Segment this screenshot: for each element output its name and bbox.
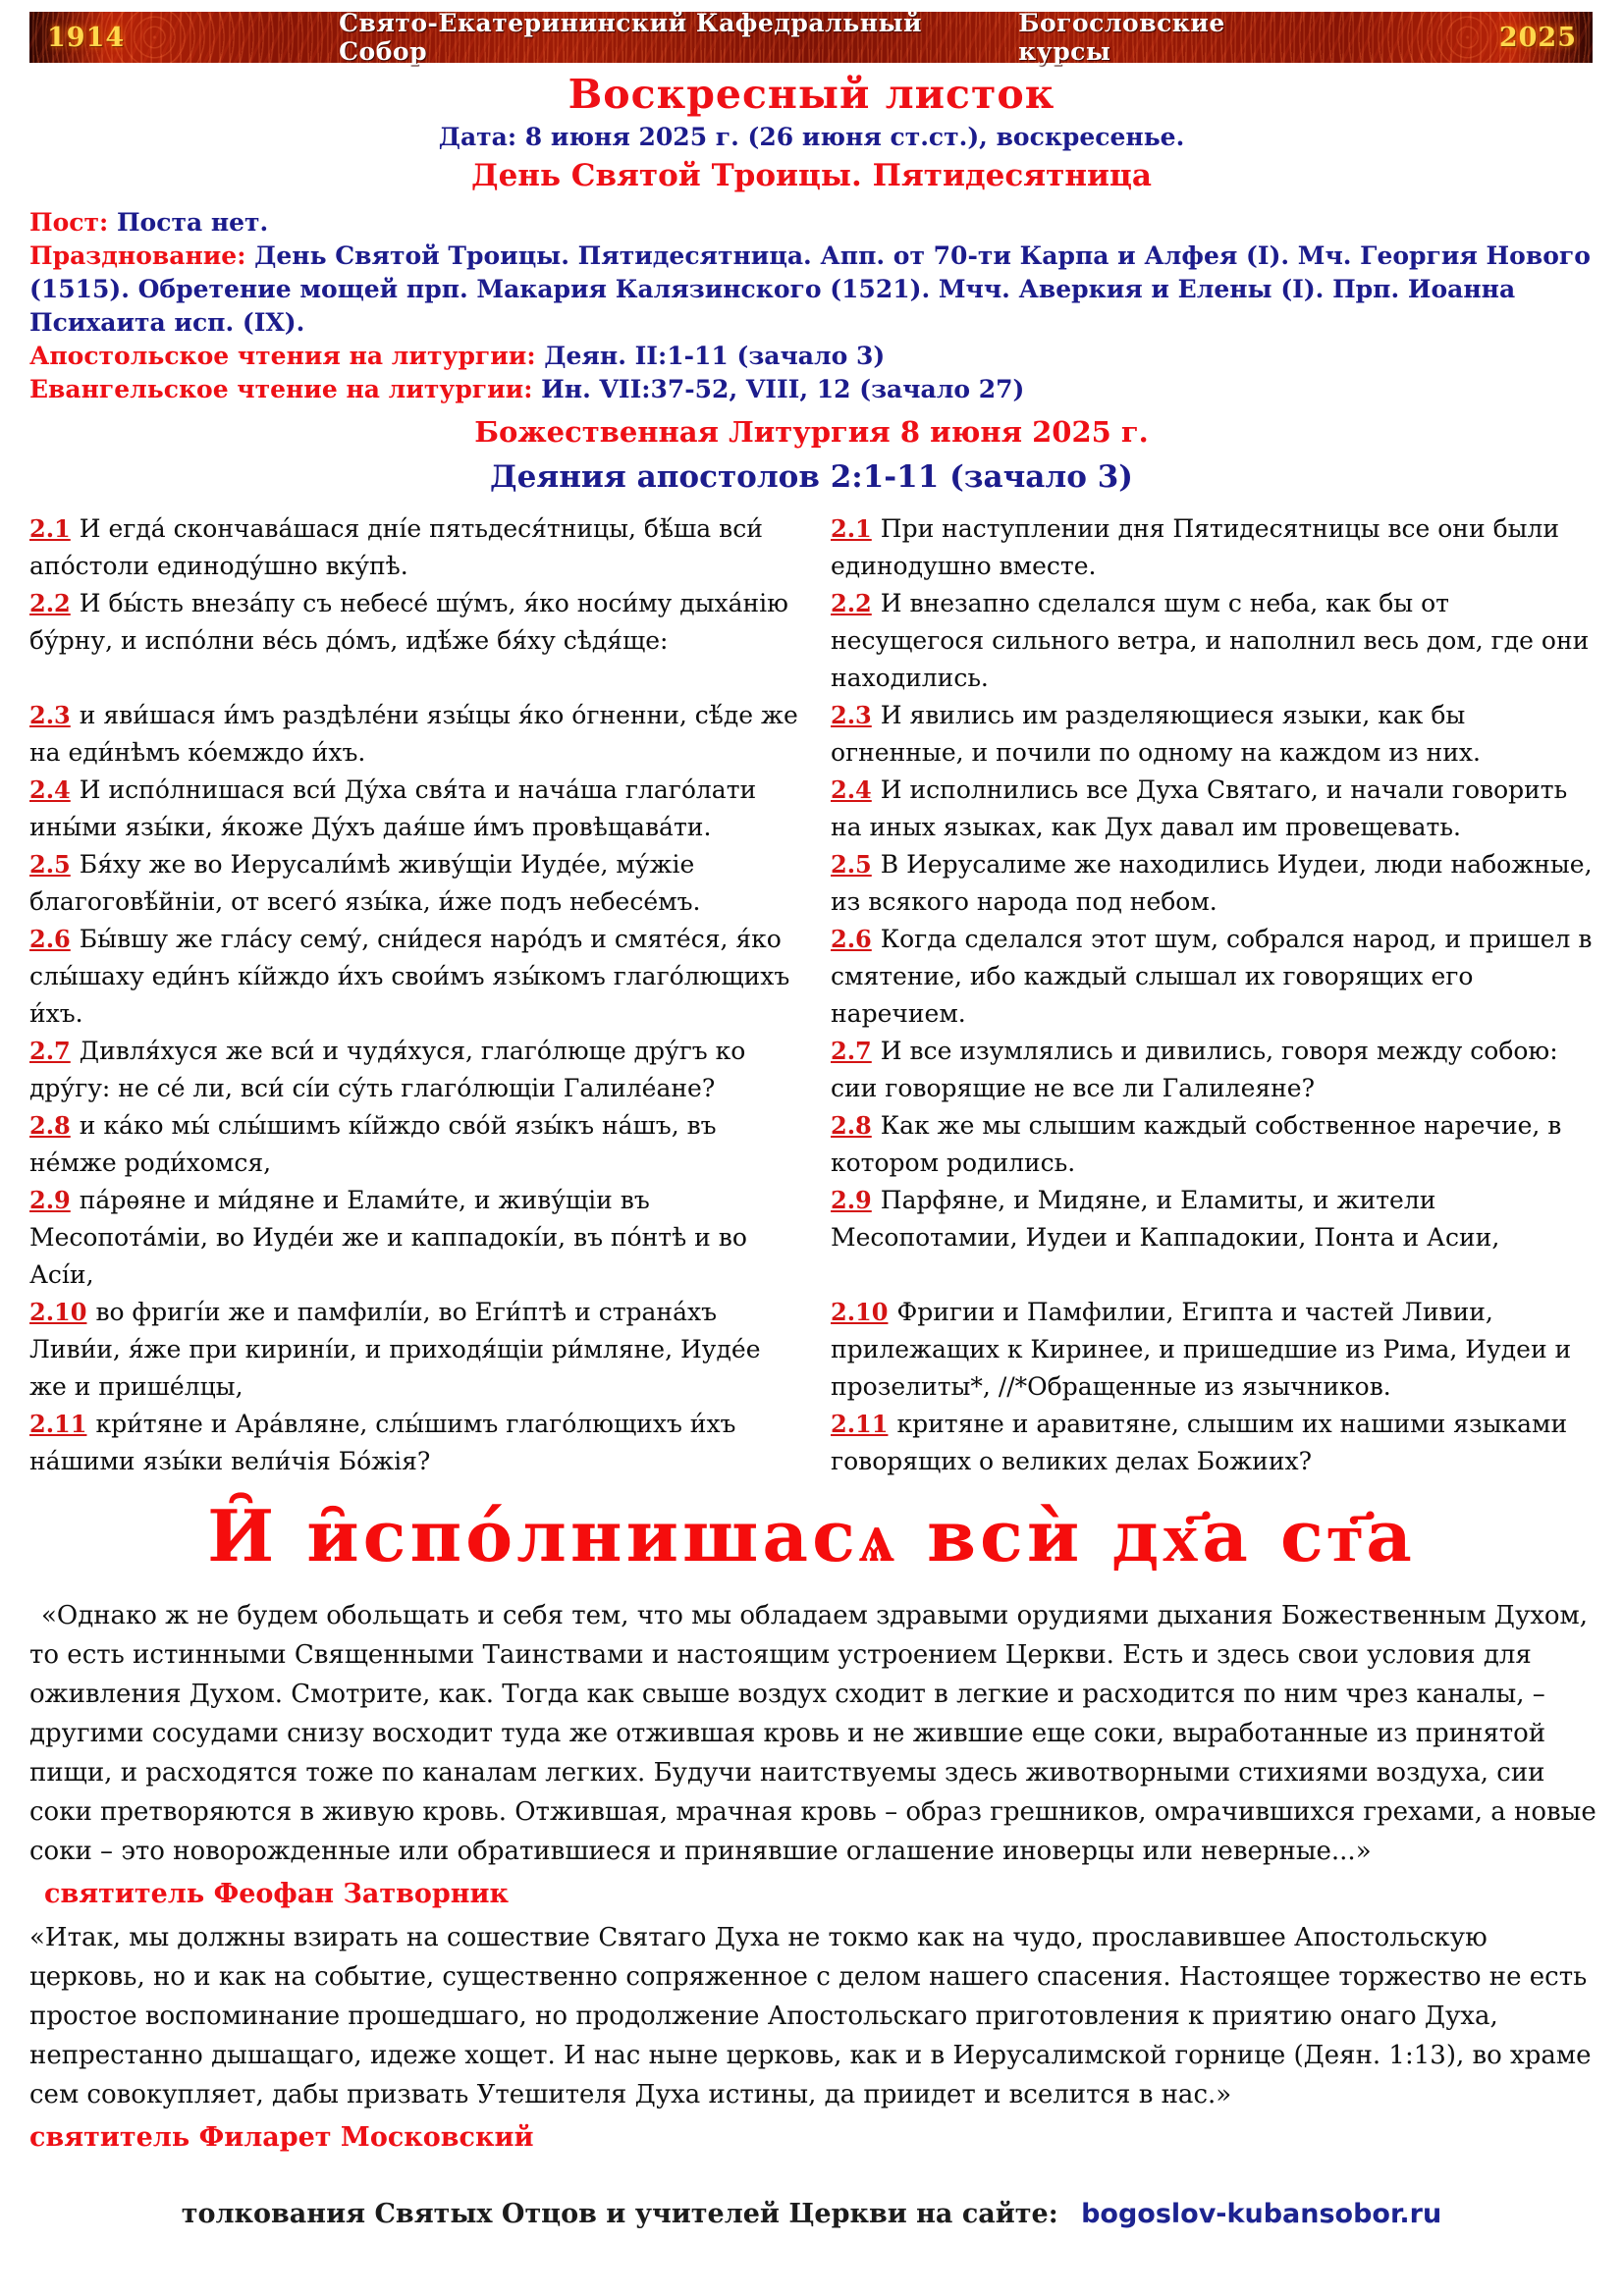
verse-number-link[interactable]: 2.8 — [831, 1111, 872, 1140]
fast-line — [29, 206, 1598, 240]
verse-number-link[interactable]: 2.6 — [831, 925, 872, 953]
verse-text-ru: И внезапно сделался шум с неба, как бы от несущегося сильного ветра, и наполнил весь дом, где они находились. — [831, 589, 1590, 692]
verse-text-ru: И исполнились все Духа Святаго, и начали говорить на иных языках, как Дух давал им провещевать. — [831, 775, 1568, 841]
verse-text-ru: И все изумлялись и дивились, говоря между собою: сии говорящие не все ли Галилеяне? — [831, 1037, 1558, 1102]
header-year-right: 2025 — [1498, 22, 1577, 53]
quote-theophan: «Однако ж не будем обольщать и себя тем, что мы обладаем здравыми орудиями дыхания Божественным Духом, то есть истинными Священными Таинствами и настоящим устроением Церкви. Есть и здесь свои условия для оживления Духом. Смотрите, как. Тогда как свыше воздух сходит в легкие и расходится по ним чрез каналы, – другими сосудами снизу восходит туда же отжившая кровь и не жившие еще соки, выработанные из принятой пищи, и расходятся тоже по каналам легких. Будучи наитствуемы здесь животворными стихиями воздуха, сии соки претворяются в живую кровь. Отжившая, мрачная кровь – образ грешников, омрачившихся грехами, а новые соки – это новорожденные или обратившиеся и принявшие оглашение иноверцы или неверные...» — [29, 1601, 1596, 1866]
header-year-left: 1914 — [47, 22, 126, 53]
apostle-reading-line — [29, 340, 1598, 373]
verse-number-link[interactable]: 2.5 — [29, 850, 71, 879]
verse-number-link[interactable]: 2.3 — [831, 701, 872, 729]
verse-text-cs: Бя́ху же во Иерусали́мѣ живу́щіи Иуде́е, му́жіе благоговѣ́йніи, от всего́ язы́ка, и́же подъ небесе́мъ. — [29, 850, 701, 916]
verse-text-cs: И испо́лнишася вси́ Ду́ха свя́та и нача́ша глаго́лати ины́ми язы́ки, я́коже Ду́хъ дая́ше и́мъ провѣщава́ти. — [29, 775, 757, 841]
verse-text-cs: па́рѳяне и ми́дяне и Елами́те, и живу́щіи въ Месопота́міи, во Иуде́и же и каппадокі́и, въ по́нтѣ и во Асі́и, — [29, 1186, 747, 1289]
verse-number-link[interactable]: 2.3 — [29, 701, 71, 729]
verse-text-ru: Парфяне, и Мидяне, и Еламиты, и жители Месопотамии, Иудеи и Каппадокии, Понта и Асии, — [831, 1186, 1500, 1252]
verse-cs — [29, 585, 799, 697]
verse-cs — [29, 1033, 799, 1107]
verse-ru — [831, 1107, 1600, 1182]
verse-text-ru: При наступлении дня Пятидесятницы все они были единодушно вместе. — [831, 514, 1560, 580]
verse-text-cs: И егда́ скончава́шася дні́е пятьдеся́тницы, бѣ́ша вси́ апо́столи единоду́шно вку́пѣ. — [29, 514, 763, 580]
date-line: Дата: 8 июня 2025 г. (26 июня ст.ст.), воскресенье. — [438, 123, 1185, 151]
verse-ru — [831, 846, 1600, 921]
verse-number-link[interactable]: 2.5 — [831, 850, 872, 879]
verse-number-link[interactable]: 2.2 — [29, 589, 71, 617]
feast-title: День Святой Троицы. Пятидесятница — [471, 158, 1152, 193]
verse-text-cs: и яви́шася и́мъ раздѣле́ни язы́цы я́ко о́гненни, сѣ́де же на еди́нѣмъ ко́емждо и́хъ. — [29, 701, 798, 767]
verse-cs — [29, 1182, 799, 1294]
acts-heading: Деяния апостолов 2:1-11 (зачало 3) — [490, 459, 1133, 495]
verse-ru — [831, 585, 1600, 697]
verse-text-ru: И явились им разделяющиеся языки, как бы огненные, и почили по одному на каждом из них. — [831, 701, 1481, 767]
footer-label: толкования Святых Отцов и учителей Церкви на сайте: — [181, 2199, 1058, 2229]
verse-text-cs: кри́тяне и Ара́вляне, слы́шимъ глаго́лющихъ и́хъ на́шими язы́ки вели́чія Бо́жія? — [29, 1410, 736, 1475]
verse-text-ru: критяне и аравитяне, слышим их нашими языками говорящих о великих делах Божиих? — [831, 1410, 1568, 1475]
quote-philaret: «Итак, мы должны взирать на сошествие Святаго Духа не токмо как на чудо, прославившее Апостольскую церковь, но и как на событие, существенно сопряженное с делом нашего спасения. Настоящее торжество не есть простое воспоминание прошедшаго, но продолжение Апостольскаго приготовления к приятию онаго Духа, непрестанно дышащаго, идеже хощет. И нас ныне церковь, как и в Иерусалимской горнице (Деян. 1:13), во храме сем совокупляет, дабы призвать Утешителя Духа истины, да приидет и вселится в нас.» — [29, 1923, 1592, 2109]
verse-cs — [29, 1406, 799, 1480]
verse-cs — [29, 921, 799, 1033]
verse-number-link[interactable]: 2.11 — [831, 1410, 889, 1438]
verse-text-cs: и ка́ко мы́ слы́шимъ кі́йждо сво́й язы́къ на́шъ, въ не́мже роди́хомся, — [29, 1111, 717, 1177]
verse-cs — [29, 1107, 799, 1182]
fast-value: Поста нет. — [116, 208, 269, 237]
footer-line — [0, 2199, 1623, 2229]
verse-cs — [29, 846, 799, 921]
verse-cs — [29, 697, 799, 772]
verse-number-link[interactable]: 2.10 — [29, 1298, 87, 1326]
verse-number-link[interactable]: 2.2 — [831, 589, 872, 617]
verse-number-link[interactable]: 2.4 — [29, 775, 71, 804]
verse-cs — [29, 772, 799, 846]
gospel-reading-value: Ин. VII:37-52, VIII, 12 (зачало 27) — [541, 375, 1025, 403]
footer-site-link[interactable]: bogoslov-kubansobor.ru — [1081, 2199, 1442, 2229]
slavonic-banner-text: И̑ и̑спо́лнишасѧ всѝ дх҃а ст҃а — [207, 1494, 1416, 1577]
verse-text-cs: Бы́вшу же гла́су сему́, сни́деся наро́дъ и смяте́ся, я́ко слы́шаху еди́нъ кі́йждо и́хъ свои́мъ язы́комъ глаго́лющихъ и́хъ. — [29, 925, 790, 1028]
verse-ru — [831, 510, 1600, 585]
verse-cs — [29, 1294, 799, 1406]
gospel-reading-line — [29, 373, 1598, 406]
page-title: Воскресный листок — [568, 71, 1055, 118]
verse-number-link[interactable]: 2.6 — [29, 925, 71, 953]
verse-ru — [831, 1406, 1600, 1480]
acts-verses-table — [29, 510, 1600, 1480]
verse-number-link[interactable]: 2.1 — [29, 514, 71, 543]
gospel-reading-label: Евангельское чтение на литургии: — [29, 375, 533, 403]
verse-number-link[interactable]: 2.7 — [831, 1037, 872, 1065]
verse-number-link[interactable]: 2.9 — [29, 1186, 71, 1214]
verse-text-ru: Как же мы слышим каждый собственное наречие, в котором родились. — [831, 1111, 1562, 1177]
verse-text-cs: И бы́сть внеза́пу съ небесе́ шу́мъ, я́ко носи́му дыха́нію бу́рну, и испо́лни ве́сь до́мъ, идѣ́же бя́ху сѣдя́ще: — [29, 589, 788, 655]
celebration-line — [29, 240, 1598, 340]
verse-number-link[interactable]: 2.7 — [29, 1037, 71, 1065]
verse-text-ru: Когда сделался этот шум, собрался народ, и пришел в смятение, ибо каждый слышал их говорящих его наречием. — [831, 925, 1593, 1028]
verse-number-link[interactable]: 2.10 — [831, 1298, 889, 1326]
verse-number-link[interactable]: 2.9 — [831, 1186, 872, 1214]
quote-author-philaret: святитель Филарет Московский — [29, 2122, 534, 2153]
verse-ru — [831, 697, 1600, 772]
header-cathedral-title: Свято-Екатерининский Кафедральный Собор — [339, 9, 923, 66]
verse-ru — [831, 921, 1600, 1033]
verse-ru — [831, 1182, 1600, 1294]
quote-author-theophan: святитель Феофан Затворник — [44, 1879, 510, 1909]
celebration-label: Празднование: — [29, 241, 246, 270]
service-info-block — [29, 206, 1598, 406]
verse-text-ru: В Иерусалиме же находились Иудеи, люди набожные, из всякого народа под небом. — [831, 850, 1593, 916]
verse-ru — [831, 1294, 1600, 1406]
verse-ru — [831, 1033, 1600, 1107]
header-ornament-bar — [29, 9, 1593, 66]
fast-label: Пост: — [29, 208, 109, 237]
verse-text-cs: во фригі́и же и памфилі́и, во Еги́птѣ и страна́хъ Ливи́и, я́же при кирині́и, и приходя́щіи ри́мляне, Иуде́е же и прише́лцы, — [29, 1298, 761, 1401]
header-courses-title: Богословские курсы — [1018, 9, 1225, 66]
verse-number-link[interactable]: 2.11 — [29, 1410, 87, 1438]
celebration-value: День Святой Троицы. Пятидесятница. Апп. от 70-ти Карпа и Алфея (I). Мч. Георгия Нового (1515). Обретение мощей прп. Макария Калязинского (1521). Мчч. Аверкия и Елены (I). Прп. Иоанна Психаита исп. (IX). — [29, 241, 1591, 337]
verse-number-link[interactable]: 2.8 — [29, 1111, 71, 1140]
apostle-reading-label: Апостольское чтения на литургии: — [29, 342, 536, 370]
verse-text-ru: Фригии и Памфилии, Египта и частей Ливии, прилежащих к Киринее, и пришедшие из Рима, Иудеи и прозелиты*, //*Обращенные из язычников. — [831, 1298, 1572, 1401]
verse-text-cs: Дивля́хуся же вси́ и чудя́хуся, глаго́люще дру́гъ ко дру́гу: не се́ ли, вси́ сі́и су́ть глаго́лющіи Галиле́ане? — [29, 1037, 746, 1102]
apostle-reading-value: Деян. II:1-11 (зачало 3) — [544, 342, 886, 370]
verse-ru — [831, 772, 1600, 846]
liturgy-heading: Божественная Литургия 8 июня 2025 г. — [474, 415, 1149, 449]
verse-number-link[interactable]: 2.1 — [831, 514, 872, 543]
verse-cs — [29, 510, 799, 585]
verse-number-link[interactable]: 2.4 — [831, 775, 872, 804]
